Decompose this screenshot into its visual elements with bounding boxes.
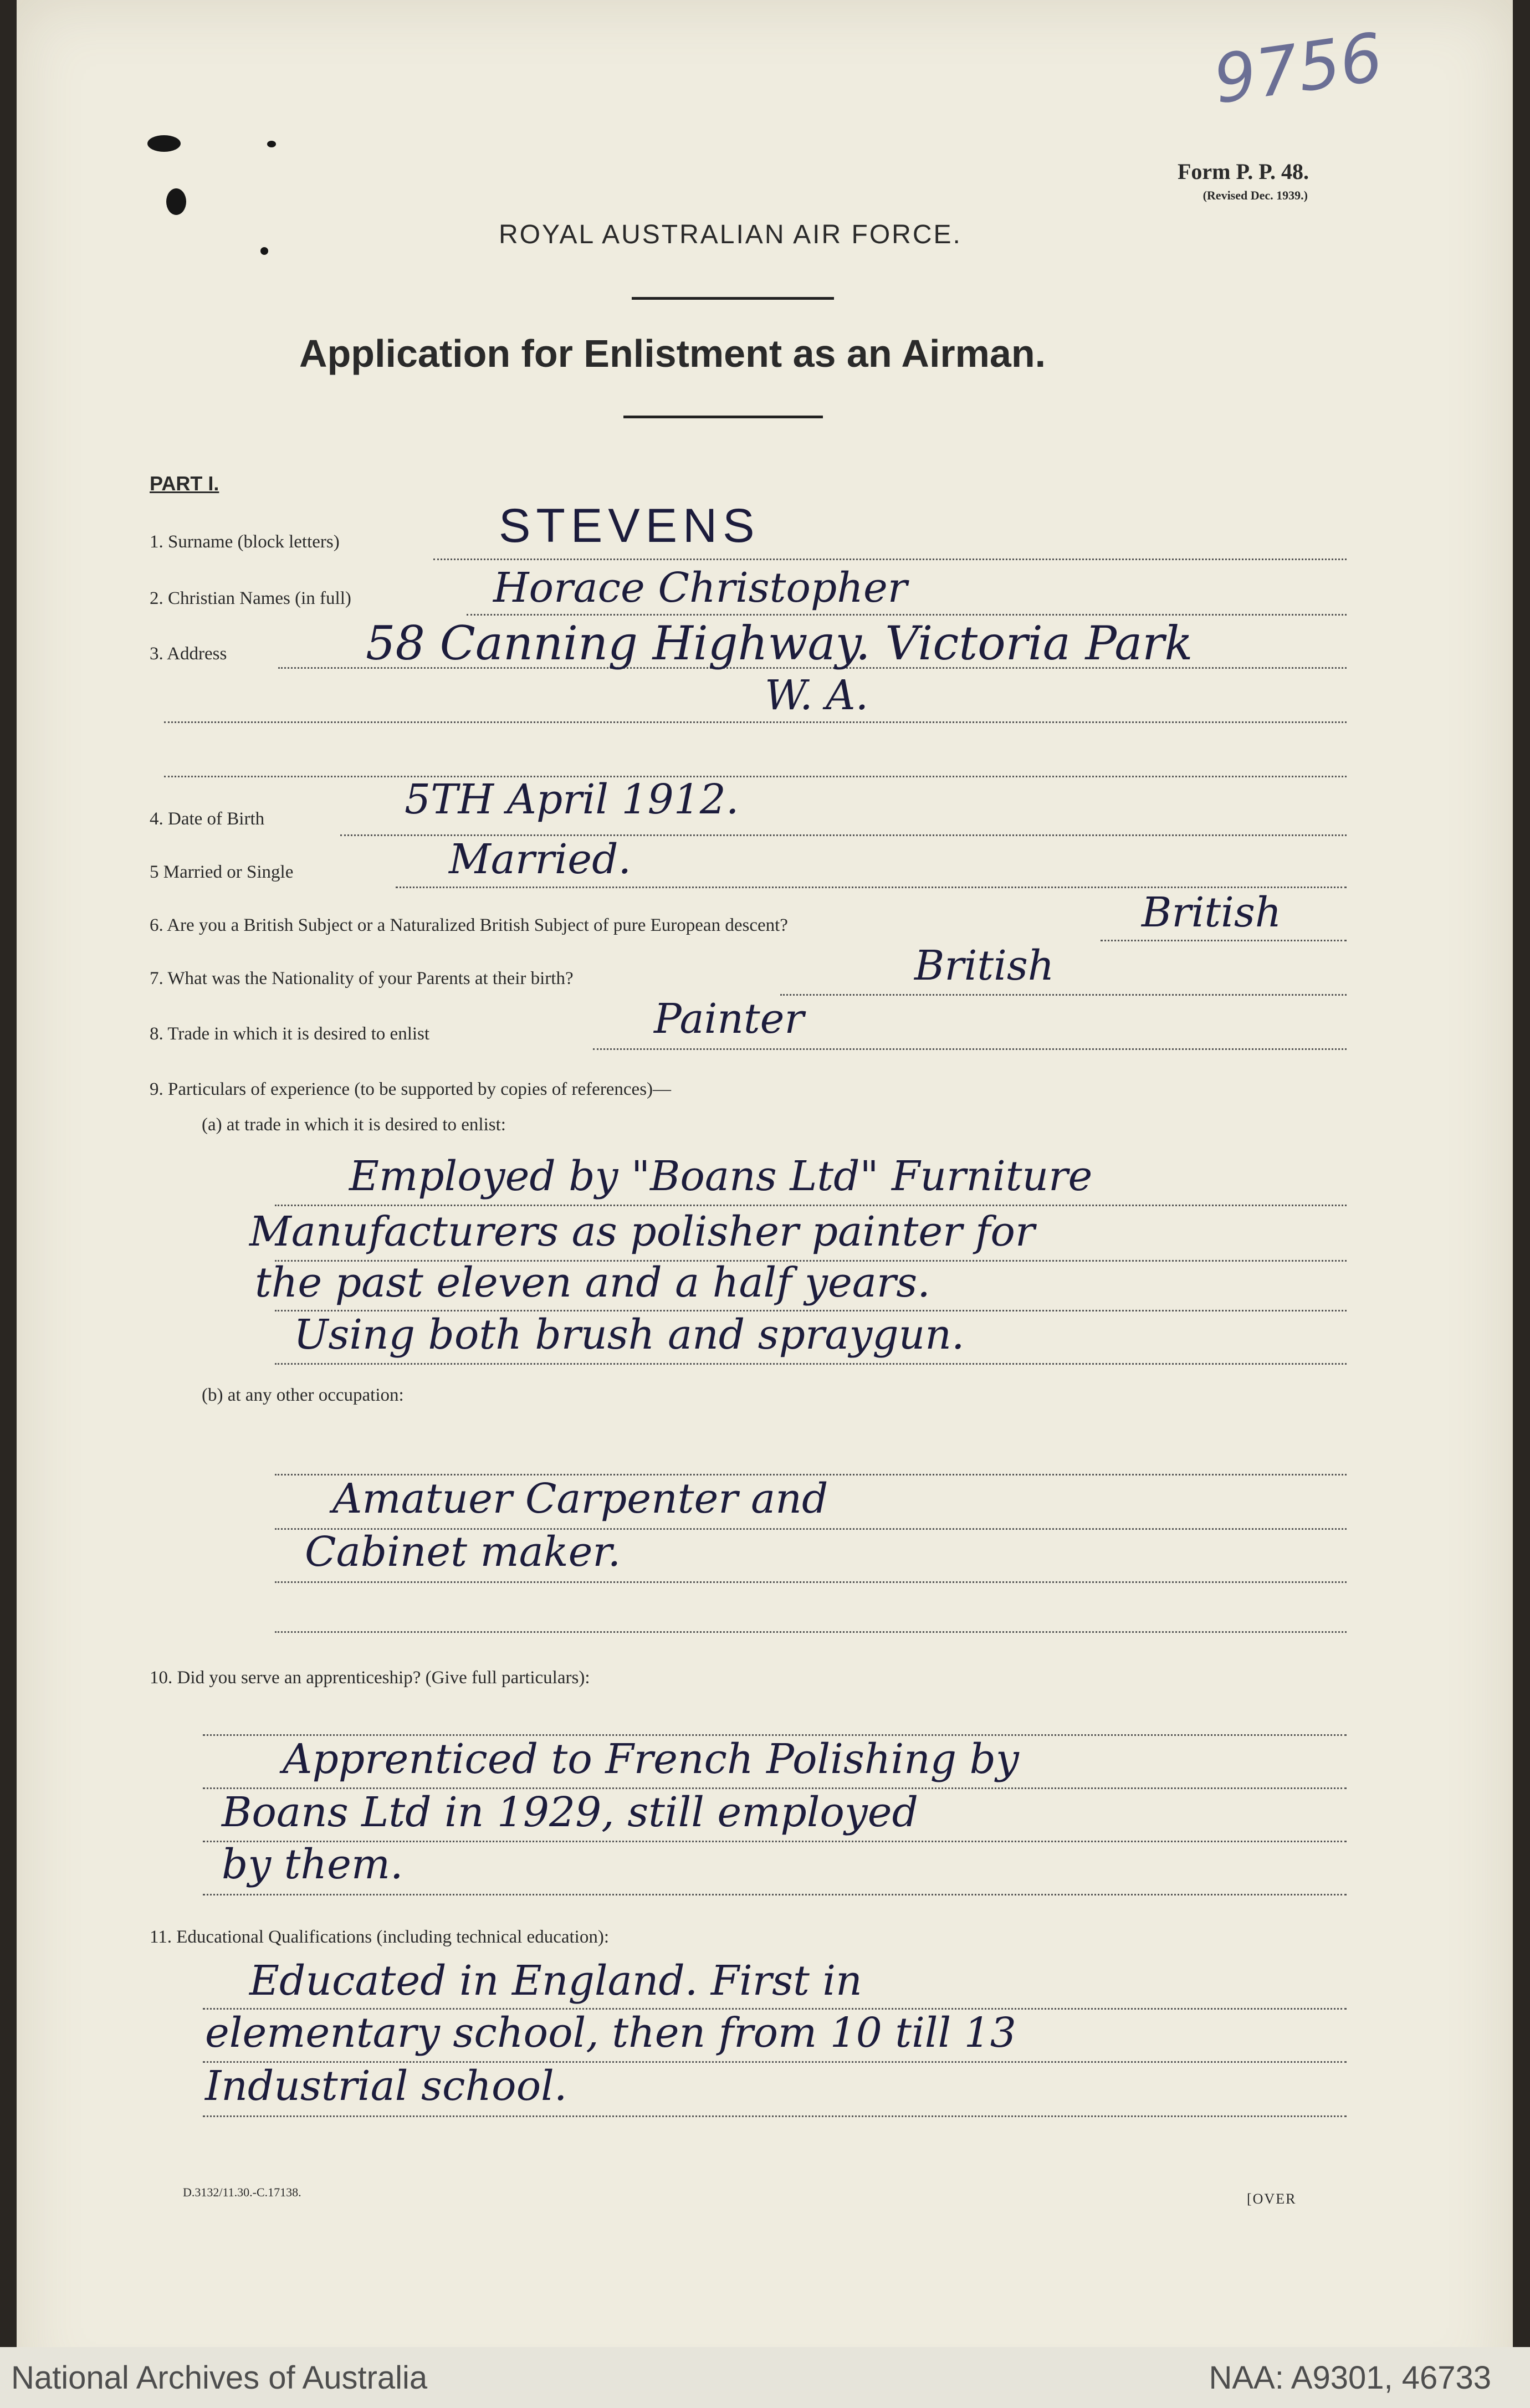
answer-line xyxy=(396,887,1347,888)
archive-reference: NAA: A9301, 46733 xyxy=(1209,2360,1491,2396)
parents-nationality-label: 7. What was the Nationality of your Parents at their birth? xyxy=(150,969,574,988)
print-code: D.3132/11.30.-C.17138. xyxy=(183,2185,301,2199)
answer-line xyxy=(164,721,1347,723)
answer-line xyxy=(164,776,1347,777)
date-of-birth-value: 5TH April 1912. xyxy=(405,776,739,823)
british-subject-label: 6. Are you a British Subject or a Naturalized British Subject of pure European descent? xyxy=(150,915,788,935)
date-of-birth-label: 4. Date of Birth xyxy=(150,809,265,829)
organization-name: ROYAL AUSTRALIAN AIR FORCE. xyxy=(499,220,962,249)
answer-line xyxy=(275,1363,1347,1365)
education-line: Educated in England. First in xyxy=(249,1957,862,2005)
answer-line xyxy=(203,2115,1347,2117)
ink-blot xyxy=(147,135,181,152)
form-page xyxy=(17,0,1513,2408)
address-value-line1: 58 Canning Highway. Victoria Park xyxy=(366,616,1193,670)
parents-nationality-value: British xyxy=(914,942,1055,990)
answer-line xyxy=(467,614,1347,616)
christian-names-value: Horace Christopher xyxy=(493,564,908,612)
experience-trade-line: Using both brush and spraygun. xyxy=(294,1311,965,1359)
answer-line xyxy=(203,1894,1347,1895)
answer-line xyxy=(1101,940,1347,941)
stamp-number: 9756 xyxy=(1209,19,1388,119)
answer-line xyxy=(780,994,1347,996)
archive-footer xyxy=(0,2347,1530,2408)
ink-blot xyxy=(267,141,276,147)
over-marker: [OVER xyxy=(1247,2191,1297,2207)
answer-line xyxy=(275,1631,1347,1633)
ink-blot xyxy=(166,188,186,215)
answer-line xyxy=(275,1581,1347,1583)
address-label: 3. Address xyxy=(150,644,227,664)
address-value-line2: W. A. xyxy=(765,672,869,719)
form-number: Form P. P. 48. xyxy=(1177,159,1309,184)
archive-name: National Archives of Australia xyxy=(11,2360,428,2396)
surname-value: STEVENS xyxy=(499,499,760,552)
british-subject-value: British xyxy=(1142,889,1282,936)
education-line: Industrial school. xyxy=(205,2062,567,2110)
form-revised: (Revised Dec. 1939.) xyxy=(1202,188,1308,202)
education-label: 11. Educational Qualifications (including technical education): xyxy=(150,1927,609,1947)
experience-trade-line: the past eleven and a half years. xyxy=(255,1259,930,1307)
divider xyxy=(632,297,834,300)
apprenticeship-label: 10. Did you serve an apprenticeship? (Give full particulars): xyxy=(150,1668,590,1688)
answer-line xyxy=(275,1205,1347,1206)
apprenticeship-line: by them. xyxy=(222,1841,403,1888)
christian-names-label: 2. Christian Names (in full) xyxy=(150,588,351,608)
education-line: elementary school, then from 10 till 13 xyxy=(205,2009,1016,2057)
marital-status-label: 5 Married or Single xyxy=(150,862,294,882)
experience-other-line: Amatuer Carpenter and xyxy=(332,1475,828,1523)
trade-label: 8. Trade in which it is desired to enlist xyxy=(150,1024,430,1044)
answer-line xyxy=(593,1048,1347,1050)
divider xyxy=(623,416,823,418)
surname-label: 1. Surname (block letters) xyxy=(150,532,340,552)
part-heading: PART I. xyxy=(150,472,219,495)
experience-trade-line: Manufacturers as polisher painter for xyxy=(249,1208,1035,1256)
experience-trade-label: (a) at trade in which it is desired to enlist: xyxy=(202,1115,506,1135)
form-title: Application for Enlistment as an Airman. xyxy=(299,332,1046,375)
experience-other-label: (b) at any other occupation: xyxy=(202,1385,404,1405)
marital-status-value: Married. xyxy=(449,836,631,883)
experience-other-line: Cabinet maker. xyxy=(305,1528,621,1576)
trade-value: Painter xyxy=(654,995,804,1043)
experience-label: 9. Particulars of experience (to be supported by copies of references)— xyxy=(150,1079,672,1099)
experience-trade-line: Employed by "Boans Ltd" Furniture xyxy=(349,1152,1093,1200)
ink-blot xyxy=(260,247,268,255)
answer-line xyxy=(433,559,1347,560)
apprenticeship-line: Boans Ltd in 1929, still employed xyxy=(222,1789,918,1836)
apprenticeship-line: Apprenticed to French Polishing by xyxy=(283,1735,1019,1783)
